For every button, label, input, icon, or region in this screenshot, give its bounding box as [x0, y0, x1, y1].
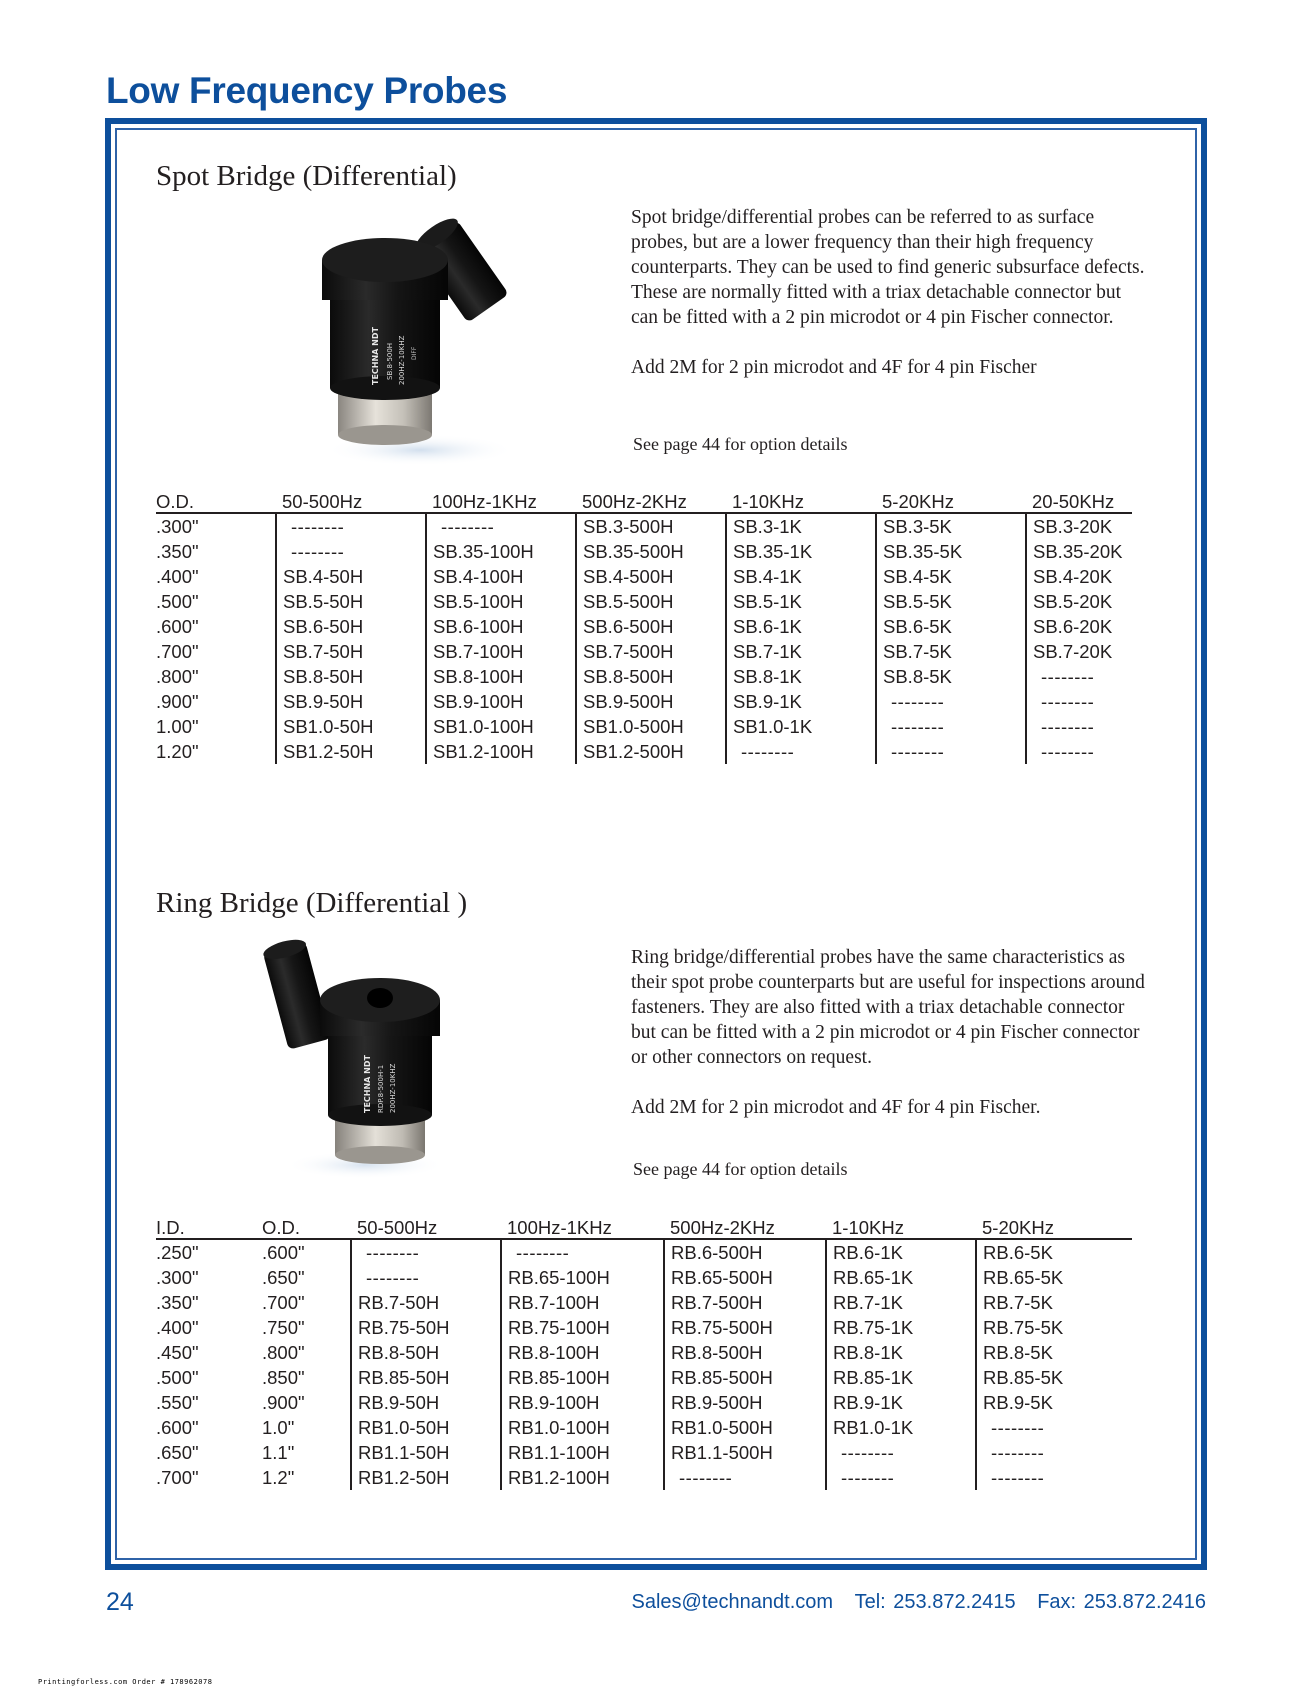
part-number-cell: SB.6-500H [576, 614, 726, 639]
dimension-cell: .300" [156, 516, 199, 537]
part-number-cell: RB.7-100H [501, 1290, 664, 1315]
spot-bridge-option-note: See page 44 for option details [633, 434, 848, 454]
dimension-cell: .600" [156, 1417, 199, 1438]
part-number-cell: RB.65-100H [501, 1265, 664, 1290]
part-number-cell: -------- [976, 1440, 1132, 1465]
part-number-cell: SB.7-50H [276, 639, 426, 664]
part-number-cell: SB.35-5K [876, 539, 1026, 564]
column-header: O.D. [256, 1216, 351, 1239]
ring-bridge-probe-image [255, 935, 485, 1185]
column-header: 50-500Hz [351, 1216, 501, 1239]
spot-bridge-spec-table [156, 490, 1132, 764]
part-number-cell: -------- [351, 1239, 501, 1265]
dimension-cell: .500" [156, 1367, 199, 1388]
part-number-cell: RB.75-100H [501, 1315, 664, 1340]
part-number-cell: SB.8-5K [876, 664, 1026, 689]
part-number-cell: SB.4-1K [726, 564, 876, 589]
part-number-cell: RB.8-500H [664, 1340, 826, 1365]
table-row [156, 1265, 1132, 1290]
part-number-cell: RB.9-50H [351, 1390, 501, 1415]
dimension-cell: 1.00" [156, 716, 199, 737]
part-number-cell: SB.4-100H [426, 564, 576, 589]
dimension-cell: .650" [262, 1267, 305, 1288]
column-header: O.D. [156, 490, 276, 513]
page-title: Low Frequency Probes [106, 70, 508, 111]
part-number-cell: RB.6-5K [976, 1239, 1132, 1265]
part-number-cell: SB1.0-100H [426, 714, 576, 739]
dimension-cell: .850" [262, 1367, 305, 1388]
dimension-cell: .750" [262, 1317, 305, 1338]
part-number-cell: RB1.1-100H [501, 1440, 664, 1465]
part-number-cell: SB.5-5K [876, 589, 1026, 614]
dimension-cell: .800" [262, 1342, 305, 1363]
part-number-cell: SB.7-100H [426, 639, 576, 664]
ring-bridge-spec-table [156, 1216, 1132, 1490]
part-number-cell: RB1.0-100H [501, 1415, 664, 1440]
part-number-cell: SB.7-1K [726, 639, 876, 664]
dimension-cell: 1.20" [156, 741, 199, 762]
part-number-cell: RB.85-50H [351, 1365, 501, 1390]
ring-bridge-title: Ring Bridge (Differential ) [156, 887, 468, 919]
ring-bridge-description: Ring bridge/differential probes have the same characteristics as their spot probe counterparts but are useful for inspections around fasteners. They are also fitted with a triax detachable connector but can be fitted with a 2 pin microdot or 4 pin Fischer connector or other connectors on request. [631, 947, 1145, 1068]
part-number-cell: -------- [976, 1465, 1132, 1490]
part-number-cell: SB1.2-500H [576, 739, 726, 764]
part-number-cell: SB1.0-500H [576, 714, 726, 739]
part-number-cell: SB.9-50H [276, 689, 426, 714]
column-header: 1-10KHz [826, 1216, 976, 1239]
spot-bridge-probe-image [300, 200, 540, 470]
table-row [156, 639, 1132, 664]
part-number-cell: SB.5-1K [726, 589, 876, 614]
column-header: 5-20KHz [976, 1216, 1132, 1239]
part-number-cell: RB.7-50H [351, 1290, 501, 1315]
part-number-cell: RB.9-100H [501, 1390, 664, 1415]
column-header: 1-10KHz [726, 490, 876, 513]
part-number-cell: SB.8-100H [426, 664, 576, 689]
part-number-cell: RB1.0-50H [351, 1415, 501, 1440]
table-row [156, 1440, 1132, 1465]
table-row [156, 513, 1132, 539]
part-number-cell: -------- [876, 714, 1026, 739]
part-number-cell: RB1.2-100H [501, 1465, 664, 1490]
part-number-cell: SB.8-50H [276, 664, 426, 689]
part-number-cell: RB.65-500H [664, 1265, 826, 1290]
part-number-cell: RB1.1-500H [664, 1440, 826, 1465]
part-number-cell: -------- [726, 739, 876, 764]
sales-email-link[interactable]: Sales@technandt.com [631, 1591, 834, 1613]
dimension-cell: .650" [156, 1442, 199, 1463]
part-number-cell: SB.4-500H [576, 564, 726, 589]
part-number-cell: -------- [276, 539, 426, 564]
part-number-cell: SB.8-500H [576, 664, 726, 689]
svg-text:200HZ-10KHZ: 200HZ-10KHZ [398, 335, 406, 385]
dimension-cell: .600" [262, 1242, 305, 1263]
spot-bridge-title: Spot Bridge (Differential) [156, 160, 457, 192]
spot-bridge-connector-addon: Add 2M for 2 pin microdot and 4F for 4 pin Fischer [631, 357, 1037, 378]
part-number-cell: SB1.2-50H [276, 739, 426, 764]
table-row [156, 539, 1132, 564]
part-number-cell: SB.35-1K [726, 539, 876, 564]
part-number-cell: SB.5-100H [426, 589, 576, 614]
dimension-cell: .900" [262, 1392, 305, 1413]
part-number-cell: -------- [826, 1440, 976, 1465]
ring-bridge-description-block [631, 945, 1151, 1120]
ring-bridge-option-note: See page 44 for option details [633, 1159, 848, 1179]
dimension-cell: .250" [156, 1242, 199, 1263]
part-number-cell: RB.75-500H [664, 1315, 826, 1340]
spot-bridge-description: Spot bridge/differential probes can be referred to as surface probes, but are a lower frequency than their high frequency counterparts. They can be used to find generic subsurface defects. These are normally fitted with a triax detachable connector but can be fitted with a 2 pin microdot or 4 pin Fischer connector. [631, 207, 1145, 328]
table-row [156, 1465, 1132, 1490]
column-header: 500Hz-2KHz [664, 1216, 826, 1239]
column-header: 20-50KHz [1026, 490, 1132, 513]
dimension-cell: .550" [156, 1392, 199, 1413]
part-number-cell: SB.9-100H [426, 689, 576, 714]
print-order-line: Printingforless.com Order # 178962078 [38, 1678, 213, 1686]
part-number-cell: SB.3-500H [576, 513, 726, 539]
dimension-cell: .900" [156, 691, 199, 712]
part-number-cell: RB1.1-50H [351, 1440, 501, 1465]
part-number-cell: -------- [664, 1465, 826, 1490]
part-number-cell: SB1.0-1K [726, 714, 876, 739]
table-header-row [156, 1216, 1132, 1239]
part-number-cell: SB.3-20K [1026, 513, 1132, 539]
part-number-cell: SB.3-5K [876, 513, 1026, 539]
dimension-cell: 1.0" [262, 1417, 295, 1438]
part-number-cell: SB.7-20K [1026, 639, 1132, 664]
part-number-cell: SB.7-500H [576, 639, 726, 664]
part-number-cell: RB.7-500H [664, 1290, 826, 1315]
table-row [156, 1315, 1132, 1340]
table-row [156, 614, 1132, 639]
svg-text:RDP.8-500H-1: RDP.8-500H-1 [377, 1064, 385, 1113]
dimension-cell: .300" [156, 1267, 199, 1288]
part-number-cell: SB.6-20K [1026, 614, 1132, 639]
fax-number: Fax: 253.872.2416 [1037, 1591, 1206, 1613]
part-number-cell: SB.35-100H [426, 539, 576, 564]
table-row [156, 589, 1132, 614]
spot-bridge-description-block [631, 205, 1151, 380]
part-number-cell: SB.9-1K [726, 689, 876, 714]
svg-text:SB.8-500H: SB.8-500H [386, 342, 394, 380]
part-number-cell: RB.8-100H [501, 1340, 664, 1365]
part-number-cell: SB1.2-100H [426, 739, 576, 764]
part-number-cell: -------- [1026, 739, 1132, 764]
table-row [156, 1390, 1132, 1415]
column-header: 5-20KHz [876, 490, 1026, 513]
dimension-cell: .350" [156, 1292, 199, 1313]
part-number-cell: RB.8-50H [351, 1340, 501, 1365]
part-number-cell: RB.7-1K [826, 1290, 976, 1315]
part-number-cell: -------- [976, 1415, 1132, 1440]
dimension-cell: 1.2" [262, 1467, 295, 1488]
part-number-cell: RB.9-1K [826, 1390, 976, 1415]
page-number: 24 [106, 1588, 134, 1616]
part-number-cell: SB.5-50H [276, 589, 426, 614]
part-number-cell: -------- [351, 1265, 501, 1290]
table-row [156, 739, 1132, 764]
dimension-cell: .350" [156, 541, 199, 562]
part-number-cell: RB.6-1K [826, 1239, 976, 1265]
dimension-cell: .500" [156, 591, 199, 612]
dimension-cell: .450" [156, 1342, 199, 1363]
part-number-cell: SB.5-500H [576, 589, 726, 614]
part-number-cell: -------- [426, 513, 576, 539]
svg-text:TECHNA NDT: TECHNA NDT [371, 327, 380, 385]
dimension-cell: .600" [156, 616, 199, 637]
part-number-cell: SB.4-20K [1026, 564, 1132, 589]
part-number-cell: RB.65-5K [976, 1265, 1132, 1290]
part-number-cell: SB.8-1K [726, 664, 876, 689]
part-number-cell: RB.85-1K [826, 1365, 976, 1390]
table-row [156, 1239, 1132, 1265]
dimension-cell: .700" [156, 641, 199, 662]
part-number-cell: -------- [501, 1239, 664, 1265]
table-row [156, 1415, 1132, 1440]
table-row [156, 564, 1132, 589]
part-number-cell: RB.75-5K [976, 1315, 1132, 1340]
svg-text:200HZ-10KHZ: 200HZ-10KHZ [389, 1063, 397, 1113]
part-number-cell: RB.6-500H [664, 1239, 826, 1265]
dimension-cell: .700" [156, 1467, 199, 1488]
table-row [156, 1365, 1132, 1390]
part-number-cell: SB.3-1K [726, 513, 876, 539]
ring-bridge-connector-addon: Add 2M for 2 pin microdot and 4F for 4 pin Fischer. [631, 1097, 1041, 1118]
part-number-cell: RB.8-5K [976, 1340, 1132, 1365]
svg-text:TECHNA NDT: TECHNA NDT [363, 1055, 372, 1113]
table-row [156, 1340, 1132, 1365]
column-header: 500Hz-2KHz [576, 490, 726, 513]
part-number-cell: SB.35-500H [576, 539, 726, 564]
part-number-cell: RB.85-500H [664, 1365, 826, 1390]
column-header: I.D. [156, 1216, 256, 1239]
svg-text:DIFF: DIFF [411, 346, 418, 360]
part-number-cell: -------- [1026, 689, 1132, 714]
part-number-cell: -------- [826, 1465, 976, 1490]
part-number-cell: -------- [876, 689, 1026, 714]
table-row [156, 664, 1132, 689]
part-number-cell: SB.4-50H [276, 564, 426, 589]
part-number-cell: SB.6-100H [426, 614, 576, 639]
table-row [156, 689, 1132, 714]
part-number-cell: SB.6-50H [276, 614, 426, 639]
dimension-cell: .700" [262, 1292, 305, 1313]
part-number-cell: RB.8-1K [826, 1340, 976, 1365]
part-number-cell: SB1.0-50H [276, 714, 426, 739]
footer-contact [632, 1591, 1206, 1614]
part-number-cell: RB1.0-500H [664, 1415, 826, 1440]
part-number-cell: SB.5-20K [1026, 589, 1132, 614]
part-number-cell: -------- [1026, 714, 1132, 739]
part-number-cell: RB.75-1K [826, 1315, 976, 1340]
part-number-cell: RB.9-5K [976, 1390, 1132, 1415]
part-number-cell: RB.7-5K [976, 1290, 1132, 1315]
part-number-cell: RB.65-1K [826, 1265, 976, 1290]
telephone-number: Tel: 253.872.2415 [854, 1591, 1016, 1613]
part-number-cell: -------- [276, 513, 426, 539]
part-number-cell: -------- [876, 739, 1026, 764]
part-number-cell: SB.7-5K [876, 639, 1026, 664]
part-number-cell: SB.35-20K [1026, 539, 1132, 564]
dimension-cell: .400" [156, 1317, 199, 1338]
part-number-cell: RB.85-5K [976, 1365, 1132, 1390]
column-header: 100Hz-1KHz [426, 490, 576, 513]
part-number-cell: RB1.0-1K [826, 1415, 976, 1440]
table-row [156, 714, 1132, 739]
table-row [156, 1290, 1132, 1315]
part-number-cell: RB.85-100H [501, 1365, 664, 1390]
part-number-cell: RB1.2-50H [351, 1465, 501, 1490]
table-header-row [156, 490, 1132, 513]
dimension-cell: .800" [156, 666, 199, 687]
dimension-cell: 1.1" [262, 1442, 295, 1463]
part-number-cell: RB.9-500H [664, 1390, 826, 1415]
part-number-cell: SB.6-5K [876, 614, 1026, 639]
column-header: 50-500Hz [276, 490, 426, 513]
part-number-cell: SB.4-5K [876, 564, 1026, 589]
part-number-cell: SB.6-1K [726, 614, 876, 639]
part-number-cell: -------- [1026, 664, 1132, 689]
column-header: 100Hz-1KHz [501, 1216, 664, 1239]
part-number-cell: SB.9-500H [576, 689, 726, 714]
dimension-cell: .400" [156, 566, 199, 587]
part-number-cell: RB.75-50H [351, 1315, 501, 1340]
